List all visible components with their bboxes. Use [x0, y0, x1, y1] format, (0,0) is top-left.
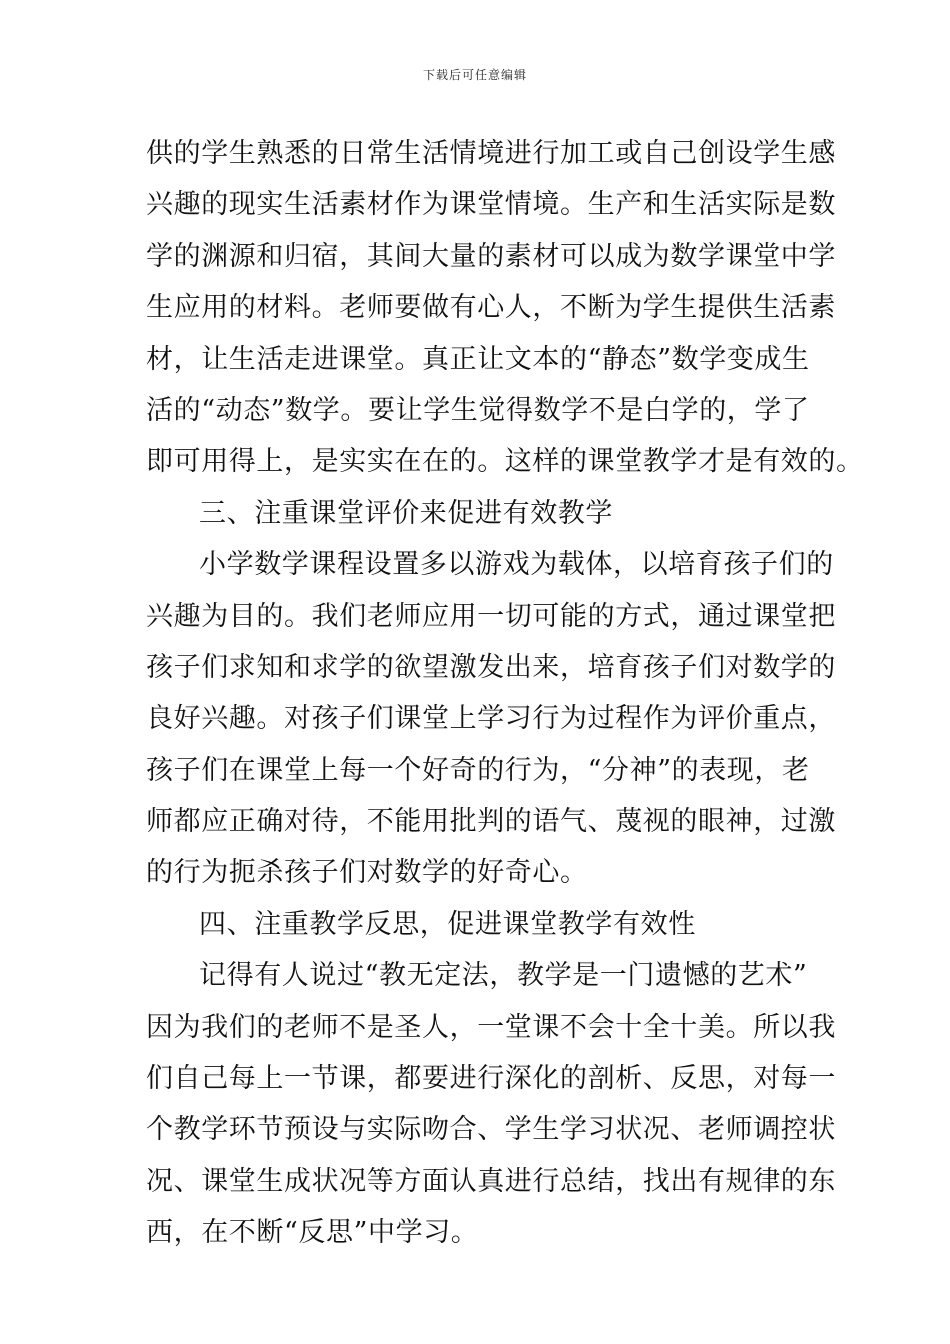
text-line: 因为我们的老师不是圣人，一堂课不会十全十美。所以我	[146, 1011, 836, 1043]
body-text	[146, 128, 864, 1259]
text-line: 孩子们在课堂上每一个好奇的行为，“分神”的表现，老	[146, 754, 810, 786]
text-line: 即可用得上，是实实在在的。这样的课堂教学才是有效的。	[146, 446, 864, 478]
text-line: 材，让生活走进课堂。真正让文本的“静态”数学变成生	[146, 343, 810, 375]
text-line: 个教学环节预设与实际吻合、学生学习状况、老师调控状	[146, 1114, 836, 1146]
header-note: 下载后可任意编辑	[422, 68, 527, 82]
section-heading: 四、注重教学反思，促进课堂教学有效性	[199, 908, 696, 940]
section-heading: 三、注重课堂评价来促进有效教学	[199, 497, 613, 529]
text-line: 良好兴趣。对孩子们课堂上学习行为过程作为评价重点，	[146, 703, 836, 735]
text-line: 西，在不断“反思”中学习。	[146, 1217, 479, 1249]
paragraph-start-line: 记得有人说过“教无定法，教学是一门遗憾的艺术”	[199, 960, 808, 992]
text-line: 孩子们求知和求学的欲望激发出来，培育孩子们对数学的	[146, 651, 836, 683]
text-line: 们自己每上一节课，都要进行深化的剖析、反思，对每一	[146, 1063, 836, 1095]
text-line: 学的渊源和归宿，其间大量的素材可以成为数学课堂中学	[146, 240, 836, 272]
text-line: 活的“动态”数学。要让学生觉得数学不是白学的，学了	[146, 394, 810, 426]
paragraph-start-line: 小学数学课程设置多以游戏为载体，以培育孩子们的	[199, 549, 834, 581]
text-line: 生应用的材料。老师要做有心人，不断为学生提供生活素	[146, 292, 836, 324]
text-line: 兴趣为目的。我们老师应用一切可能的方式，通过课堂把	[146, 600, 836, 632]
text-line: 供的学生熟悉的日常生活情境进行加工或自己创设学生感	[146, 138, 836, 169]
text-line: 师都应正确对待，不能用批判的语气、蔑视的眼神，过激	[146, 806, 836, 838]
text-line: 况、课堂生成状况等方面认真进行总结，找出有规律的东	[146, 1165, 836, 1197]
text-line: 的行为扼杀孩子们对数学的好奇心。	[146, 857, 588, 889]
text-line: 兴趣的现实生活素材作为课堂情境。生产和生活实际是数	[146, 189, 836, 221]
